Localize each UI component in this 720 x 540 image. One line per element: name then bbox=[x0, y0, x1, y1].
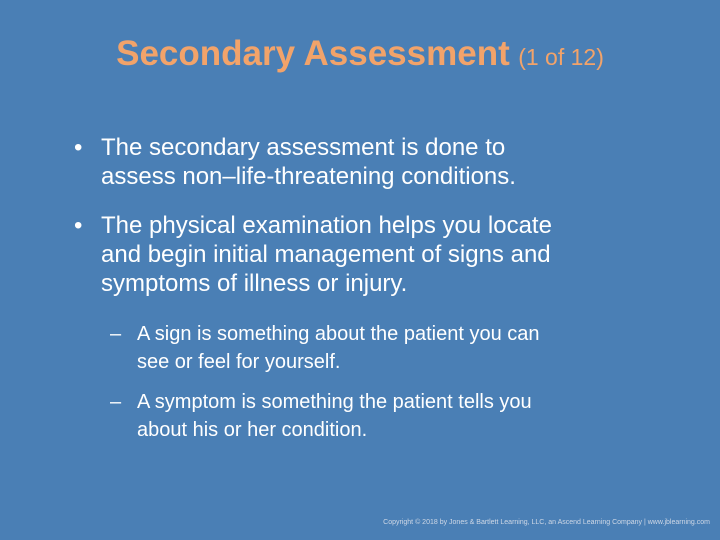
sub-bullet-text bbox=[137, 320, 637, 376]
sub-bullet-marker: – bbox=[110, 391, 122, 413]
sub-bullet-line: see or feel for yourself. bbox=[137, 351, 341, 373]
bullet-marker: • bbox=[74, 134, 83, 161]
sub-bullet-line: A symptom is something the patient tells you bbox=[137, 391, 532, 413]
copyright-footer: Copyright © 2018 by Jones & Bartlett Learning, LLC, an Ascend Learning Company | www.jblearning.com bbox=[383, 519, 710, 526]
sub-bullet-marker: – bbox=[110, 323, 122, 345]
slide-title bbox=[0, 34, 720, 74]
sub-bullet-line: A sign is something about the patient you can bbox=[137, 323, 540, 345]
bullet-text bbox=[101, 133, 661, 191]
title-page-indicator: (1 of 12) bbox=[518, 44, 604, 70]
bullet-line: The secondary assessment is done to bbox=[101, 134, 506, 161]
bullet-line: The physical examination helps you locate bbox=[101, 212, 552, 239]
bullet-line: assess non–life-threatening conditions. bbox=[101, 163, 516, 190]
bullet-text bbox=[101, 211, 661, 298]
sub-bullet-text bbox=[137, 388, 637, 444]
title-main: Secondary Assessment bbox=[116, 34, 510, 73]
bullet-line: symptoms of illness or injury. bbox=[101, 270, 408, 297]
bullet-line: and begin initial management of signs and bbox=[101, 241, 551, 268]
sub-bullet-line: about his or her condition. bbox=[137, 419, 368, 441]
bullet-marker: • bbox=[74, 212, 83, 239]
